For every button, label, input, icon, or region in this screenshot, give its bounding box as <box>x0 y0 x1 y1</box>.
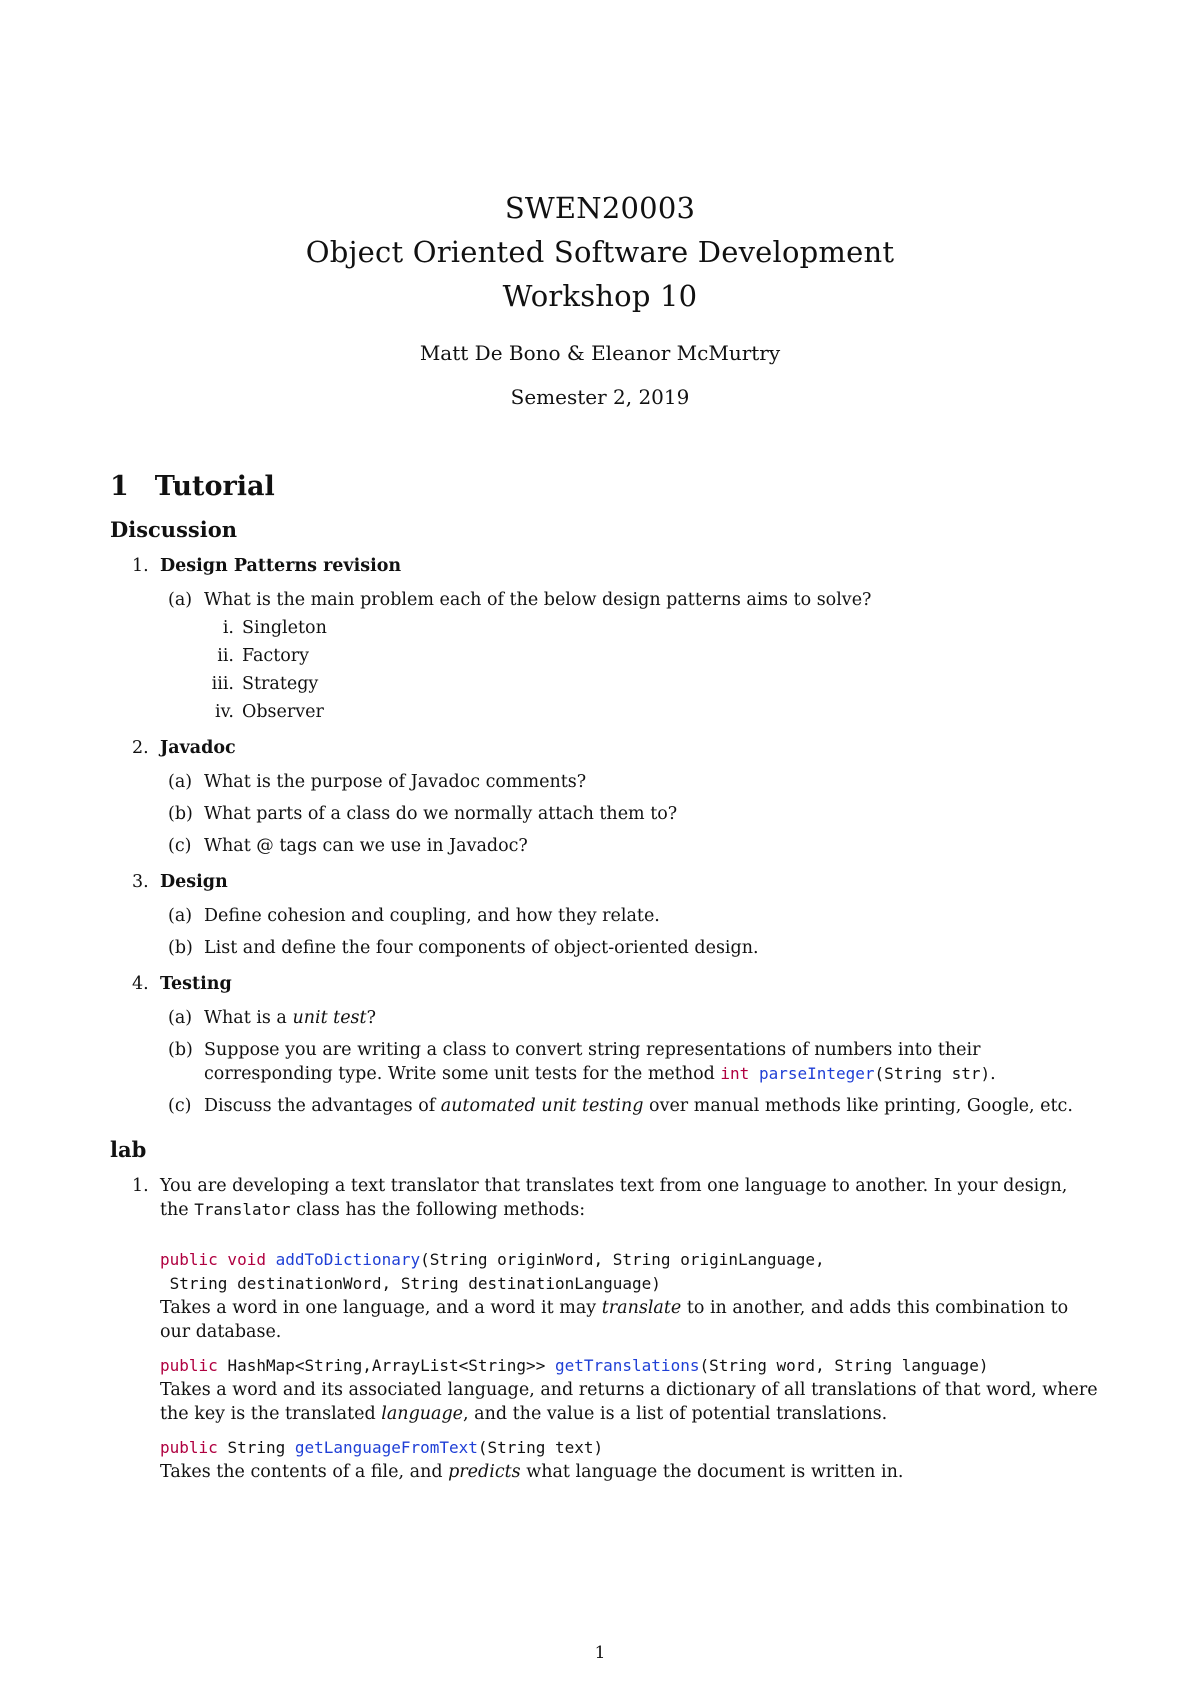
item-number: 4. <box>132 974 149 994</box>
authors: Matt De Bono & Eleanor McMurtry <box>419 341 781 365</box>
method-description: Takes a word and its associated language, and returns a dictionary of all translations of that word, where the key is the translated language, and the value is a list of potential translations. <box>160 1380 1098 1424</box>
semester: Semester 2, 2019 <box>510 385 690 409</box>
course-name: Object Oriented Software Development <box>305 235 895 269</box>
section-title: Tutorial <box>154 471 275 502</box>
item-number: 1. <box>132 556 149 576</box>
list-item <box>110 972 1100 1118</box>
list-item <box>110 1174 1100 1484</box>
method-description: Takes the contents of a file, and predicts what language the document is written in. <box>160 1462 904 1482</box>
question: (a) What is the main problem each of the below design patterns aims to solve? i. Singleton ii. Factory iii. Strategy iv. Observer <box>160 588 1100 724</box>
question: (a) Define cohesion and coupling, and how they relate. <box>168 906 660 926</box>
method-block <box>160 1436 1100 1484</box>
method-description: Takes a word in one language, and a word it may translate to in another, and adds this combination to our database. <box>160 1298 1069 1342</box>
code-keyword: int <box>720 1064 750 1083</box>
pattern-list <box>204 616 1100 724</box>
list-item <box>110 736 1100 858</box>
list-item: iv. Observer <box>215 702 324 722</box>
item-title: Javadoc <box>160 738 236 758</box>
lab-heading: lab <box>110 1137 147 1162</box>
question: (b) What parts of a class do we normally attach them to? <box>168 804 678 824</box>
question: (a) What is a unit test? <box>168 1008 376 1028</box>
page-number: 1 <box>594 1643 606 1663</box>
discussion-list <box>110 554 1100 1118</box>
item-title: Design <box>160 872 228 892</box>
list-item: ii. Factory <box>217 646 310 666</box>
course-code: SWEN20003 <box>504 191 696 225</box>
method-signature: public HashMap<String,ArrayList<String>> getTranslations(String word, String language) <box>160 1356 989 1375</box>
method-signature-cont: String destinationWord, String destinationLanguage) <box>160 1274 661 1293</box>
list-item: i. Singleton <box>222 618 327 638</box>
question: (c) Discuss the advantages of automated unit testing over manual methods like printing, Google, etc. <box>168 1096 1073 1116</box>
section-heading <box>110 470 1100 504</box>
question: (a) What is the purpose of Javadoc comments? <box>168 772 587 792</box>
question: (b) Suppose you are writing a class to convert string representations of numbers into their corresponding type. Write some unit tests for the method int parseInteger(String str). <box>168 1040 996 1084</box>
item-title: Design Patterns revision <box>160 556 402 576</box>
lab-list <box>110 1174 1100 1484</box>
code-method-name: parseInteger <box>758 1064 875 1083</box>
list-item: iii. Strategy <box>211 674 319 694</box>
item-title: Testing <box>160 974 232 994</box>
content <box>110 470 1100 1496</box>
item-number: 3. <box>132 872 149 892</box>
lab-intro: You are developing a text translator that translates text from one language to another. In your design, the Translator class has the following methods: <box>160 1176 1068 1220</box>
class-name: Translator <box>194 1200 291 1219</box>
question: (b) List and define the four components of object-oriented design. <box>168 938 759 958</box>
item-number: 2. <box>132 738 149 758</box>
title-block <box>0 186 1200 410</box>
workshop-title: Workshop 10 <box>502 279 698 313</box>
method-block <box>160 1248 1100 1344</box>
method-block <box>160 1354 1100 1426</box>
section-number: 1 <box>110 471 129 502</box>
method-signature: public void addToDictionary(String originWord, String originLanguage, <box>160 1250 825 1269</box>
method-signature: public String getLanguageFromText(String text) <box>160 1438 604 1457</box>
list-item <box>110 554 1100 724</box>
question: (c) What @ tags can we use in Javadoc? <box>168 836 528 856</box>
list-item <box>110 870 1100 960</box>
item-number: 1. <box>132 1176 149 1196</box>
discussion-heading: Discussion <box>110 517 237 542</box>
